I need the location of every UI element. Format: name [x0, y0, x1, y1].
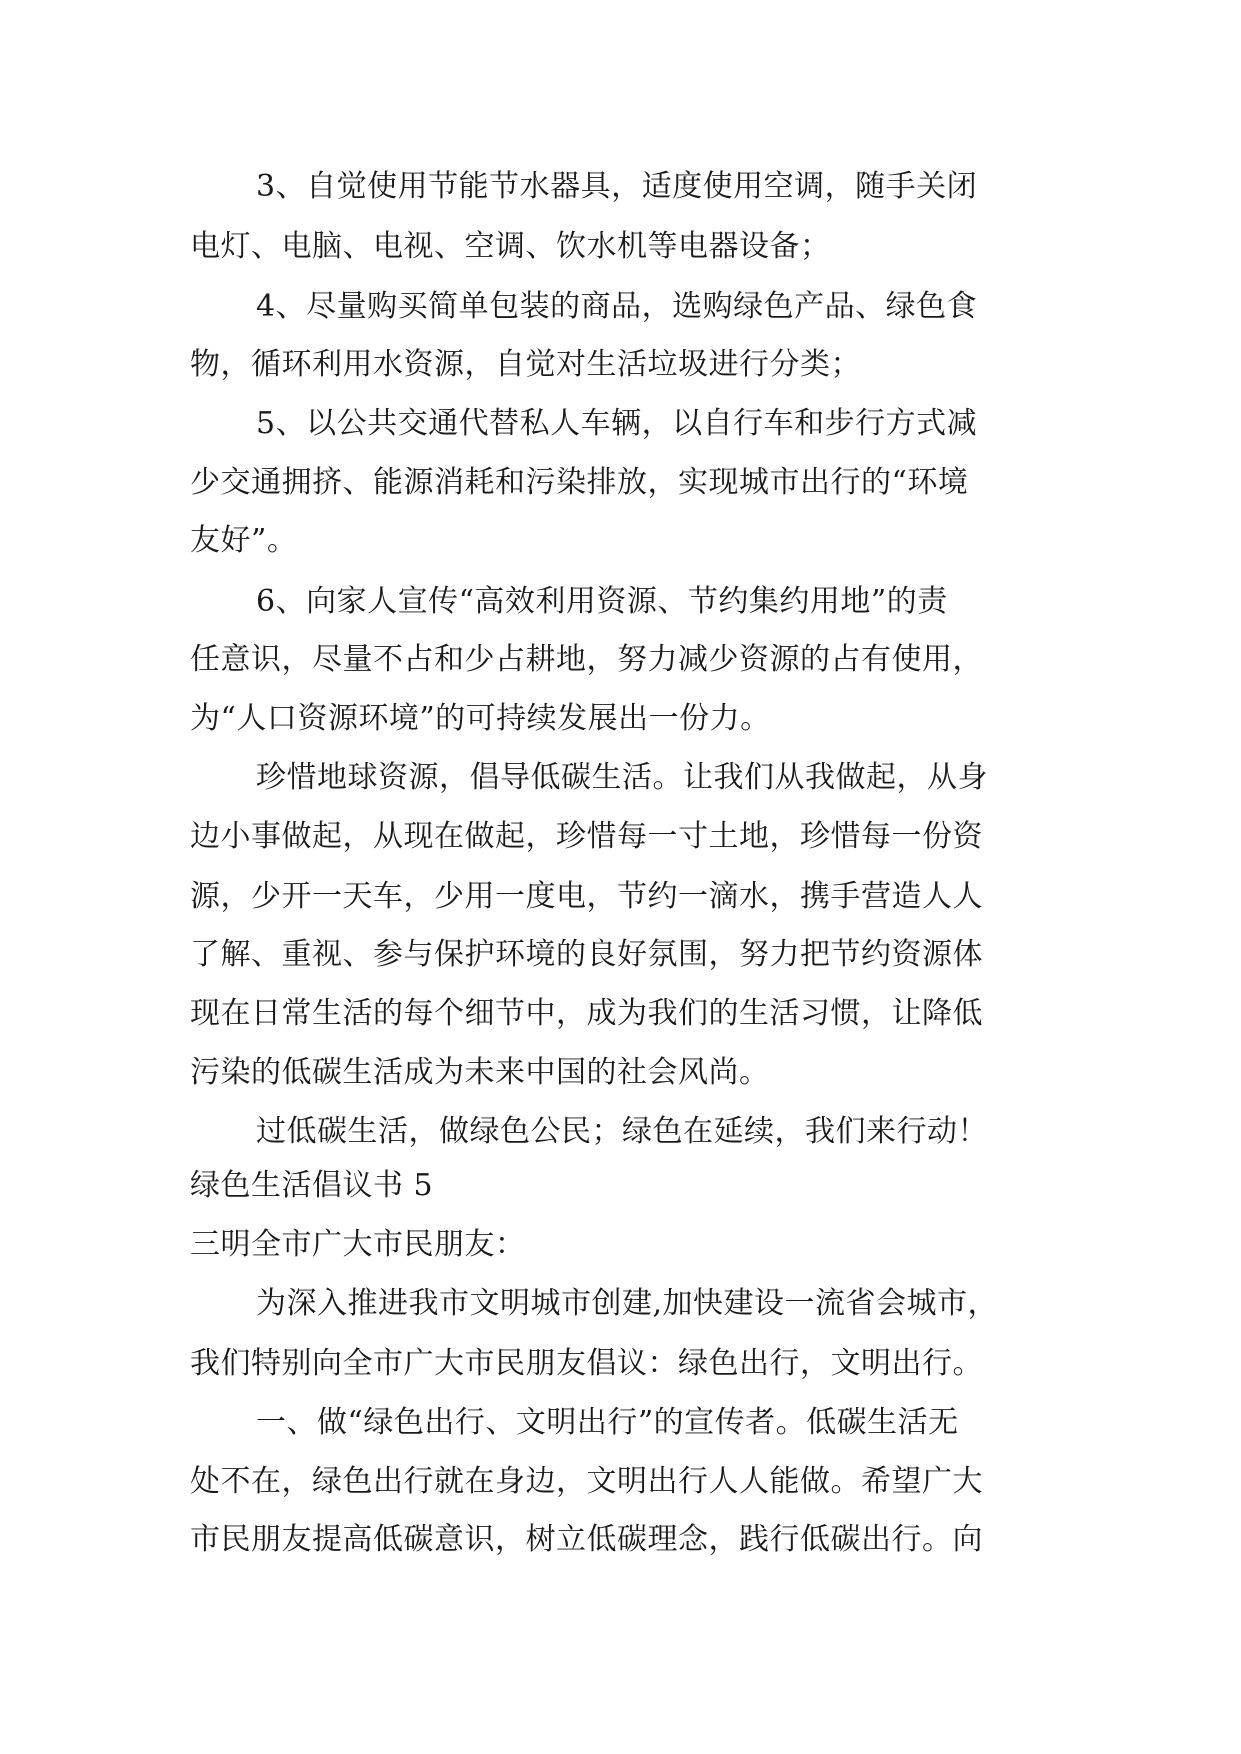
text-line: 我们特别向全市广大市民朋友倡议：绿色出行，文明出行。: [190, 1346, 983, 1381]
text-line: 污染的低碳生活成为未来中国的社会风尚。: [190, 1055, 770, 1090]
text-line: 现在日常生活的每个细节中，成为我们的生活习惯，让降低: [190, 996, 983, 1031]
text-line: 6、向家人宣传“高效利用资源、节约集约用地”的责: [256, 584, 948, 619]
text-line: 3、自觉使用节能节水器具，适度使用空调，随手关闭: [256, 169, 978, 204]
text-line: 处不在，绿色出行就在身边，文明出行人人能做。希望广大: [190, 1464, 983, 1499]
text-line: 珍惜地球资源，倡导低碳生活。让我们从我做起，从身: [256, 760, 988, 795]
text-line: 为深入推进我市文明城市创建,加快建设一流省会城市，: [256, 1286, 999, 1321]
text-line: 友好”。: [190, 523, 298, 558]
text-line: 少交通拥挤、能源消耗和污染排放，实现城市出行的“环境: [190, 465, 969, 500]
text-line: 源，少开一天车，少用一度电，节约一滴水，携手营造人人: [190, 879, 983, 914]
text-line: 市民朋友提高低碳意识，树立低碳理念，践行低碳出行。向: [190, 1522, 983, 1557]
text-line: 一、做“绿色出行、文明出行”的宣传者。低碳生活无: [256, 1405, 959, 1440]
text-line: 了解、重视、参与保护环境的良好氛围，努力把节约资源体: [190, 937, 983, 972]
text-line: 物，循环利用水资源，自觉对生活垃圾进行分类；: [190, 347, 861, 382]
text-line: 任意识，尽量不占和少占耕地，努力减少资源的占有使用，: [190, 642, 983, 677]
text-line: 为“人口资源环境”的可持续发展出一份力。: [190, 701, 771, 736]
text-line: 过低碳生活，做绿色公民；绿色在延续，我们来行动！: [256, 1114, 988, 1149]
text-line: 4、尽量购买简单包装的商品，选购绿色产品、绿色食: [256, 289, 978, 324]
salutation: 三明全市广大市民朋友：: [190, 1227, 526, 1262]
text-line: 5、以公共交通代替私人车辆，以自行车和步行方式减: [256, 406, 978, 441]
section-title: 绿色生活倡议书 5: [190, 1168, 434, 1203]
text-line: 电灯、电脑、电视、空调、饮水机等电器设备；: [190, 229, 831, 264]
text-line: 边小事做起，从现在做起，珍惜每一寸土地，珍惜每一份资: [190, 819, 983, 854]
